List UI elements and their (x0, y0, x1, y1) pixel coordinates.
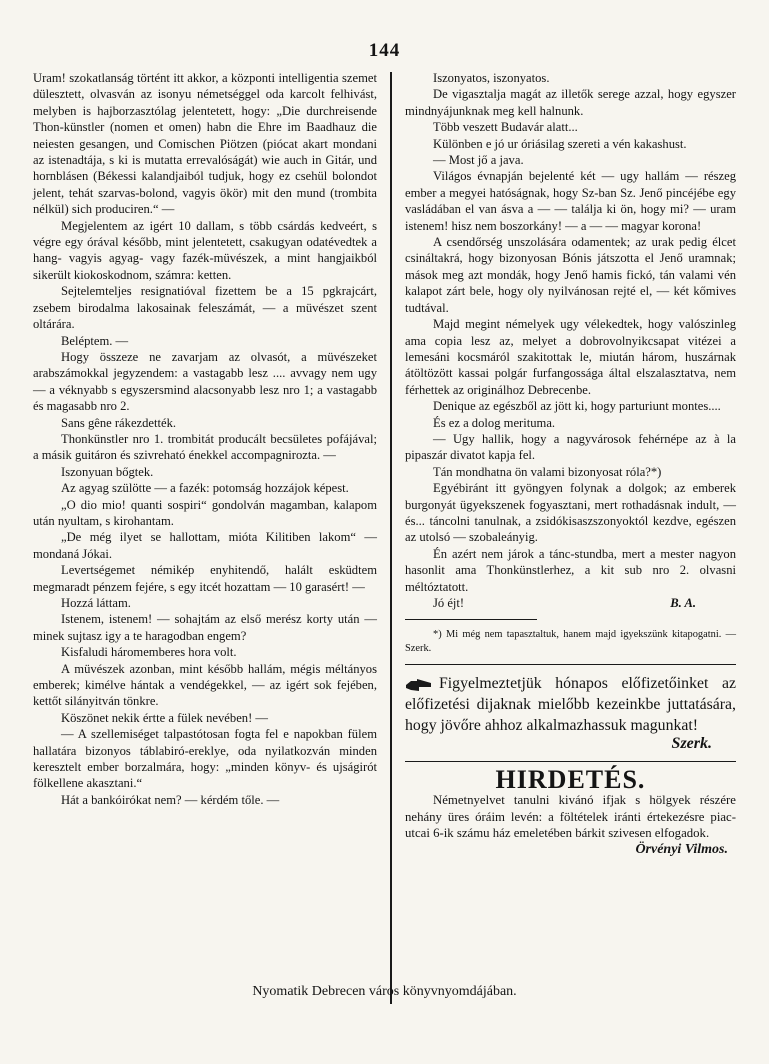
paragraph: De vigasztalja magát az illetők serege azzal, hogy egyszer mindnyájunknak meg kell halnunk. (405, 87, 736, 118)
paragraph: Az agyag szülötte — a fazék: potomság hozzájok képest. (61, 481, 349, 496)
paragraph: Én azért nem járok a tánc-stundba, mert a mester nagyon hasonlit ama Thonkünstlerhez, a kit sub nro 2. olvasni méltóztatott. (405, 546, 736, 594)
page-number: 144 (368, 40, 401, 61)
section-rule (405, 664, 736, 665)
left-column (33, 70, 377, 808)
paragraph: Kisfaludi háromemberes hora volt. (61, 645, 237, 660)
paragraph: Thonkünstler nro 1. trombitát producált becsületes pofájával; a másik guitáron és szivreható énekkel accompagnirozta. — (33, 431, 377, 463)
paragraph: Különben e jó ur óriásilag szereti a vén kakashust. (433, 136, 687, 151)
closing-line (405, 595, 736, 611)
author-signature: B. A. (670, 596, 696, 610)
advert-signature: Örvényi Vilmos. (635, 841, 728, 857)
paragraph: Beléptem. — (61, 333, 129, 348)
paragraph: — Most jő a java. (433, 153, 524, 168)
paragraph: Denique az egészből az jött ki, hogy parturiunt montes.... (433, 399, 721, 414)
paragraph: Hogy összeze ne zavarjam az olvasót, a müvészeket arabszámokkal jegyzendem: a vastagabb lesz .... avvagy nem ugy — a véknyabb s egyszersmind alacsonyabb lesz nro 1; a vastagabb és magasabb nro 2. (33, 349, 377, 414)
paragraph: A csendőrség unszolására odamentek; az urak pedig élcet csináltakrá, hogy bizonyosan Bónis játszotta el Jenő uramnak; mások meg azt mondák, hogy Jenő hamis fickó, tán valami vén kalapot zárt bele, hogy oly nyilvánosan rejté el, — két kőmives tudtával. (405, 235, 736, 315)
section-rule (405, 761, 736, 762)
notice-signature: Szerk. (671, 735, 712, 753)
paragraph: „De még ilyet se hallottam, mióta Kilitiben lakom“ — mondaná Jókai. (33, 530, 377, 561)
paragraph: Köszönet nekik értte a fülek nevében! — (61, 710, 269, 725)
notice-text: Figyelmeztetjük hónapos előfizetőinket az előfizetési dijaknak mielőbb kezeinkbe juttatására, hogy jövőre ahhoz alkalmazhassuk magunkat! (405, 675, 736, 735)
paragraph: Hozzá láttam. (61, 596, 131, 610)
paragraph: „O dio mio! quanti sospiri“ gondolván magamban, kalapom után nyultam, s kirohantam. (33, 497, 377, 528)
paragraph: Sejtelemteljes resignatióval fizettem be a 15 pgkrajcárt, zsebem birodalma lakosainak feleszámát, — a müvészet szent oltárára. (33, 284, 377, 332)
advert-text: Németnyelvet tanulni kivánó ifjak s hölgyek részére nehány üres óráim levén: a föltételek iránti értekezésre piac-utcai 6-ik számu ház emeletében bárkit szivesen elfogadok. (405, 793, 736, 841)
paragraph: Egyébiránt itt gyöngyen folynak a dolgok; az emberek burgonyát ügyekszenek fogyasztani, mert rothadásnak indult, — és... táncolni tanulnak, a zsidókisaszszonyoktól kezdve, egészen az utolsó — szobaleányig. (405, 481, 736, 545)
paragraph: Istenem, istenem! — sohajtám az első merész korty után — minek sujtasz igy a te haragodban engem? (33, 612, 377, 643)
footnote-rule (405, 619, 537, 620)
paragraph: Világos évnapján bejelenté két — ugy hallám — részeg ember a megyei hatóságnak, hogy Sz-ban Sz. Jenő pincéjébe egy vasládában el van ásva a — — találja ki ön, hogy mi? — uram istenem! hisz nem boszorkány! — a — — magyar korona! (405, 169, 736, 233)
subscription-notice (405, 673, 736, 736)
paragraph: És ez a dolog merituma. (433, 415, 556, 430)
paragraph: — A szellemiséget talpastótosan fogta fel e napokban fülem hallatára bizonyos táblabiró-ereklye, oda nyilatkozván minden keresztelt ember borzalmára, hogy: „minden könyv- és ujságirót fölkellene akasztani.“ (33, 727, 377, 791)
paragraph: Levertségemet némikép enyhitendő, halált esküdtem megmaradt pénzem fejére, s egy itcét hozattam — 10 garasért! — (33, 563, 377, 594)
closing-text: Jó éjt! (433, 596, 465, 610)
column-divider (390, 72, 392, 1004)
footnote: *) Mi még nem tapasztaltuk, hanem majd igyekszünk kitapogatni. — Szerk. (405, 629, 736, 655)
paragraph: — Ugy hallik, hogy a nagyvárosok fehérnépe az à la pipaszár divatot kapja fel. (405, 431, 736, 463)
paragraph: Majd megint némelyek ugy vélekedtek, hogy valószinleg ama copia lesz az, melyet a dobrovolnyikcsapat vitézei a lemesáni kocsmáról szakitottak le, miután három, huszárnak átöltözött kassai polgár furfangossága által elszalasztatva, nem férhettek az originálhoz Debrecenbe. (405, 317, 736, 397)
paragraph: Több veszett Budavár alatt... (433, 120, 578, 135)
paragraph: Tán mondhatna ön valami bizonyosat róla?*) (433, 464, 662, 479)
paragraph: Hát a bankóirókat nem? — kérdém tőle. — (61, 792, 280, 807)
pointing-hand-icon (405, 678, 433, 692)
paragraph: Megjelentem az igért 10 dallam, s több csárdás kedveért, s végre egy órával később, mint jelentetett, csakugyan odatévedtek a hang- vagyis agyag- vagy fazék-müvészek, a mint hangjaikból sikerült kiokoskodnom, számra: ketten. (33, 218, 377, 282)
paragraph: A müvészek azonban, mint később hallám, mégis méltányos emberek; kimélve hántak a vendégekkel, — az igért sok fejében, kettőt silányitván tönkre. (33, 661, 377, 709)
paragraph: Uram! szokatlanság történt itt akkor, a központi intelligentia szemet dülesztett, olvasván az isonyu németséggel oda karcolt felhivást, melyben is hajborzasztólag jelentetett, hogy: „Die durchreisende Thon-künstler (nomen et omen) habn die Ehre im Baadhauz die neiesten gesangen, und Comischen Piötzen (piócat akart mondani az istenadtája, s ki is mutatta errevalóságát) wie auch in Gitár, und hornblásen (Békessi kalandjaiból tudjuk, hogy ez csehül bolondot jelent, tehát szarvas-bolond, vagyis ökör) mit den mund (trombita nélkül) sich produciren.“ — (33, 71, 377, 217)
printer-imprint: Nyomatik Debrecen város könyvnyomdájában. (252, 984, 517, 999)
paragraph: Sans gêne rákezdették. (61, 415, 177, 430)
paragraph: Iszonyuan bőgtek. (61, 464, 154, 479)
paragraph: Iszonyatos, iszonyatos. (433, 71, 550, 85)
right-column (405, 70, 736, 858)
advert-title: HIRDETÉS. (495, 764, 646, 794)
advert-body (405, 792, 736, 857)
